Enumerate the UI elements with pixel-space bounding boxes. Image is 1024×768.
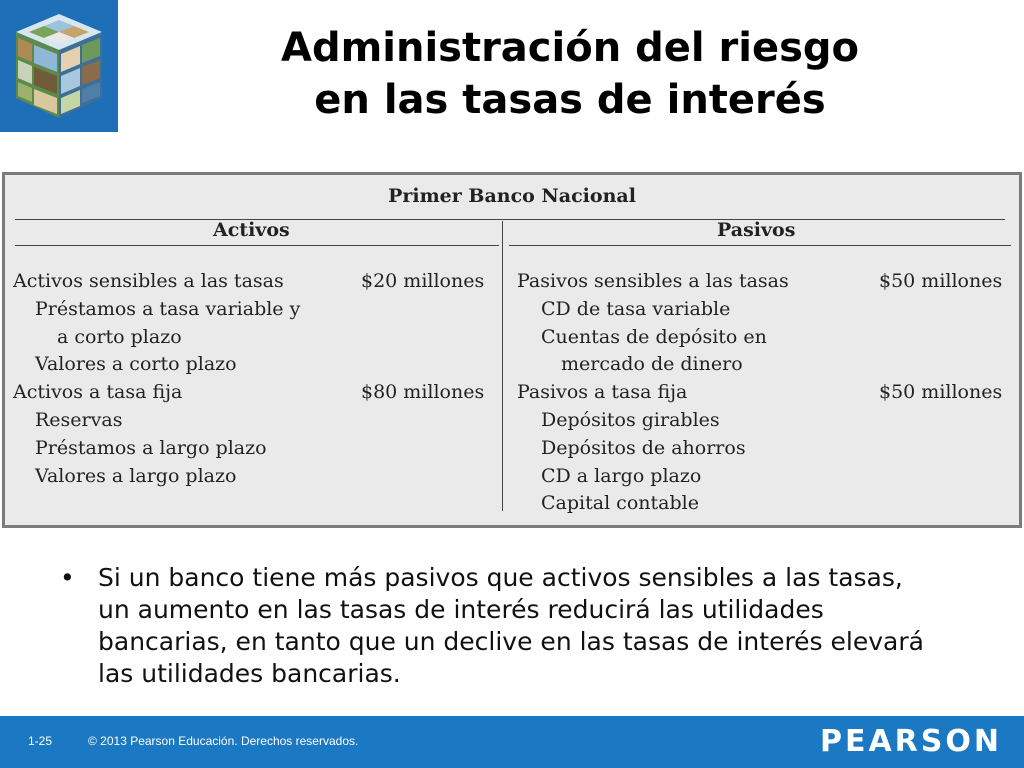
asset-row-label: Préstamos a tasa variable y <box>35 298 301 320</box>
header-rule <box>15 219 1005 220</box>
footer-bar <box>0 716 1024 768</box>
liability-row-label: CD de tasa variable <box>541 298 731 320</box>
asset-row-label: Activos sensibles a las tasas <box>13 270 284 292</box>
pearson-logo: PEARSON <box>819 724 1002 759</box>
liability-row-label: CD a largo plazo <box>541 465 702 487</box>
liability-row-label: Pasivos a tasa fija <box>517 381 688 403</box>
liability-row-amount: $50 millones <box>879 381 1003 403</box>
assets-header-rule <box>15 245 499 246</box>
liability-row-label: Depósitos girables <box>541 409 720 431</box>
title-line-2: en las tasas de interés <box>314 77 826 123</box>
asset-row-label: Reservas <box>35 409 123 431</box>
liabilities-header-rule <box>509 245 1011 246</box>
asset-row-label: Valores a corto plazo <box>35 353 237 375</box>
asset-row-amount: $20 millones <box>361 270 485 292</box>
balance-sheet-table <box>2 172 1022 528</box>
bullet-symbol: • <box>60 563 75 592</box>
asset-row-label: Activos a tasa fija <box>13 381 183 403</box>
liability-row-label: mercado de dinero <box>561 353 743 375</box>
asset-row-label: Préstamos a largo plazo <box>35 437 267 459</box>
liability-row-label: Cuentas de depósito en <box>541 326 767 348</box>
asset-row-label: Valores a largo plazo <box>35 465 237 487</box>
asset-row-amount: $80 millones <box>361 381 485 403</box>
liabilities-header: Pasivos <box>717 219 796 241</box>
slide-title <box>180 22 960 126</box>
copyright-notice: © 2013 Pearson Educación. Derechos reservados. <box>88 734 359 748</box>
asset-row-label: a corto plazo <box>57 326 182 348</box>
assets-header: Activos <box>213 219 290 241</box>
page-number: 1-25 <box>28 734 53 748</box>
liability-row-label: Pasivos sensibles a las tasas <box>517 270 789 292</box>
title-line-1: Administración del riesgo <box>280 25 859 71</box>
bullet-text: Si un banco tiene más pasivos que activos sensibles a las tasas, un aumento en las tasas de interés reducirá las utilidades bancarias, en tanto que un declive en las tasas de interés elevará las utilidades bancarias. <box>98 563 924 688</box>
liability-row-amount: $50 millones <box>879 270 1003 292</box>
logo <box>0 0 118 132</box>
liability-row-label: Capital contable <box>541 492 699 514</box>
column-divider <box>502 221 503 511</box>
bank-name: Primer Banco Nacional <box>388 185 636 207</box>
liability-row-label: Depósitos de ahorros <box>541 437 746 459</box>
rubiks-cube-photo-icon <box>10 10 108 122</box>
